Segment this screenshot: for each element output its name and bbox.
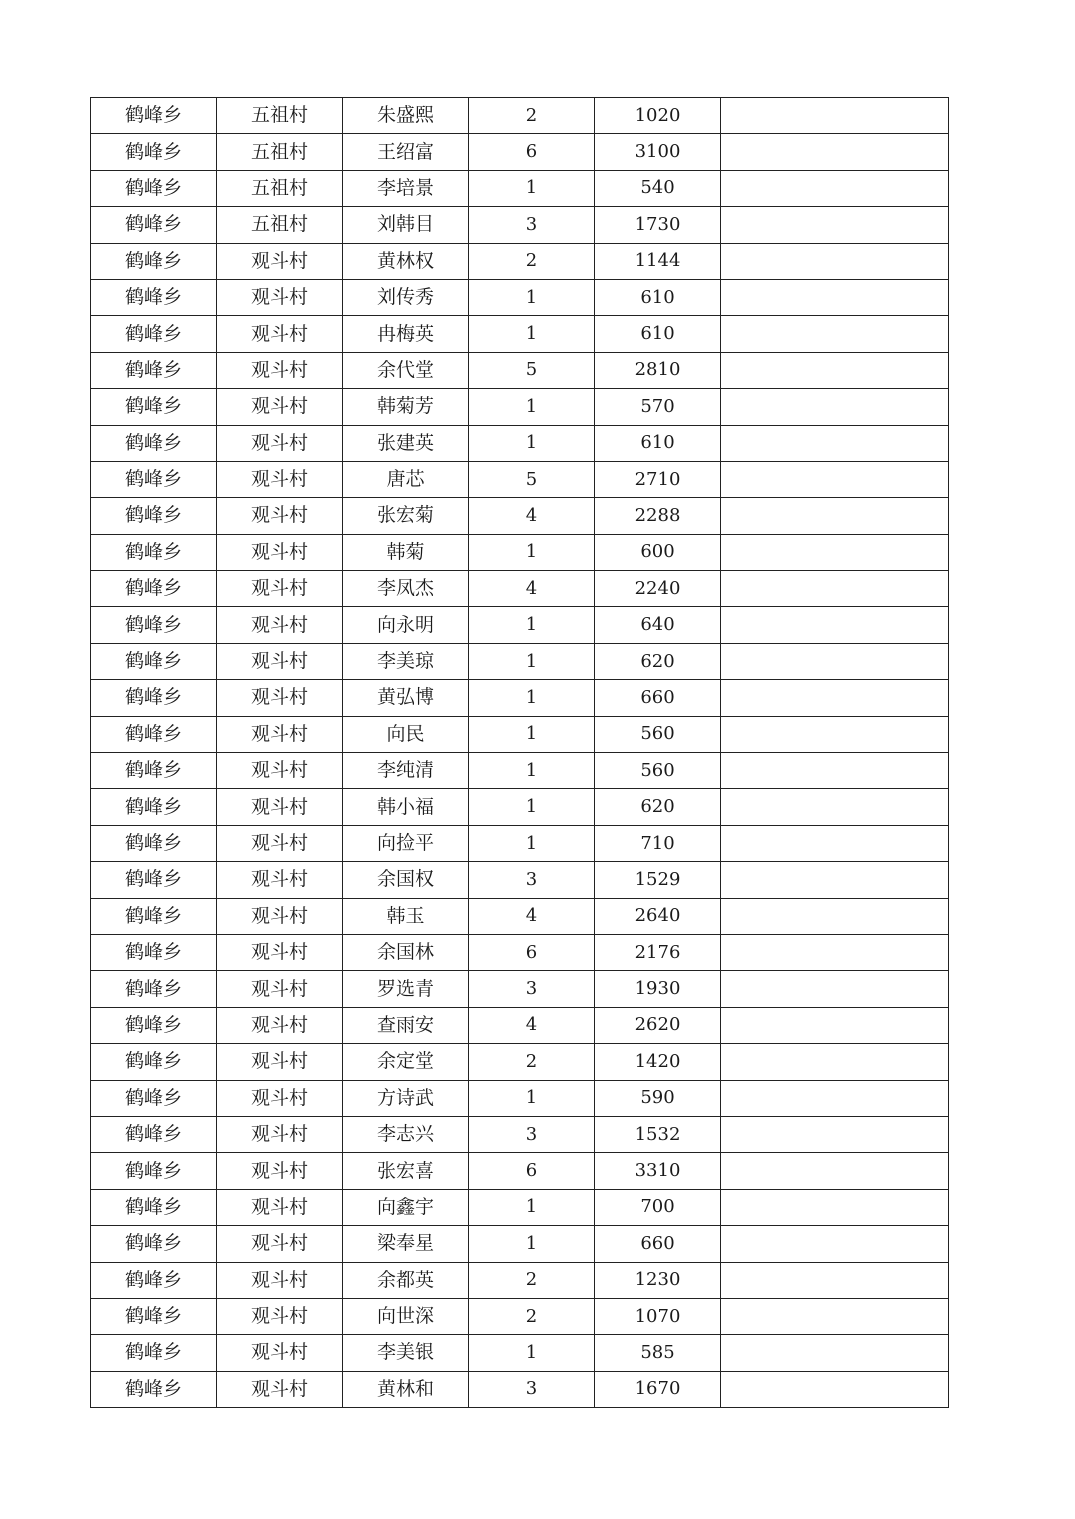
cell-name: 韩菊芳	[343, 389, 469, 425]
cell-township: 鹤峰乡	[91, 352, 217, 388]
cell-note	[721, 898, 949, 934]
cell-count: 3	[469, 1371, 595, 1407]
cell-village: 观斗村	[217, 934, 343, 970]
cell-count: 1	[469, 1226, 595, 1262]
table-row	[91, 98, 949, 134]
table-row	[91, 934, 949, 970]
cell-amount: 2288	[595, 498, 721, 534]
cell-count: 1	[469, 716, 595, 752]
table-row	[91, 207, 949, 243]
cell-note	[721, 1116, 949, 1152]
cell-note	[721, 534, 949, 570]
cell-township: 鹤峰乡	[91, 1153, 217, 1189]
cell-name: 余定堂	[343, 1044, 469, 1080]
cell-village: 观斗村	[217, 279, 343, 315]
table-row	[91, 1189, 949, 1225]
cell-name: 王绍富	[343, 134, 469, 170]
cell-count: 1	[469, 753, 595, 789]
cell-township: 鹤峰乡	[91, 207, 217, 243]
cell-amount: 2240	[595, 571, 721, 607]
table-row	[91, 352, 949, 388]
cell-note	[721, 1044, 949, 1080]
cell-township: 鹤峰乡	[91, 1262, 217, 1298]
cell-name: 朱盛熙	[343, 98, 469, 134]
cell-township: 鹤峰乡	[91, 243, 217, 279]
cell-name: 刘传秀	[343, 279, 469, 315]
cell-village: 五祖村	[217, 207, 343, 243]
cell-count: 1	[469, 170, 595, 206]
cell-name: 向民	[343, 716, 469, 752]
cell-name: 向鑫宇	[343, 1189, 469, 1225]
cell-township: 鹤峰乡	[91, 170, 217, 206]
cell-note	[721, 352, 949, 388]
cell-village: 观斗村	[217, 1153, 343, 1189]
cell-village: 观斗村	[217, 1116, 343, 1152]
cell-township: 鹤峰乡	[91, 716, 217, 752]
cell-township: 鹤峰乡	[91, 643, 217, 679]
cell-village: 观斗村	[217, 316, 343, 352]
cell-note	[721, 571, 949, 607]
table-row	[91, 898, 949, 934]
table-row	[91, 1298, 949, 1334]
table-row	[91, 680, 949, 716]
cell-name: 韩菊	[343, 534, 469, 570]
cell-township: 鹤峰乡	[91, 1007, 217, 1043]
cell-amount: 1730	[595, 207, 721, 243]
cell-name: 张建英	[343, 425, 469, 461]
table-row	[91, 607, 949, 643]
cell-amount: 2620	[595, 1007, 721, 1043]
cell-village: 观斗村	[217, 1335, 343, 1371]
cell-village: 观斗村	[217, 862, 343, 898]
table-row	[91, 1371, 949, 1407]
table-body	[91, 98, 949, 1408]
cell-amount: 2640	[595, 898, 721, 934]
cell-name: 查雨安	[343, 1007, 469, 1043]
cell-note	[721, 971, 949, 1007]
cell-note	[721, 1298, 949, 1334]
cell-amount: 1144	[595, 243, 721, 279]
cell-amount: 660	[595, 1226, 721, 1262]
cell-amount: 1230	[595, 1262, 721, 1298]
cell-count: 3	[469, 971, 595, 1007]
cell-name: 黄林权	[343, 243, 469, 279]
cell-village: 五祖村	[217, 98, 343, 134]
cell-village: 观斗村	[217, 898, 343, 934]
cell-amount: 640	[595, 607, 721, 643]
cell-count: 6	[469, 1153, 595, 1189]
cell-note	[721, 789, 949, 825]
cell-name: 李凤杰	[343, 571, 469, 607]
cell-count: 1	[469, 279, 595, 315]
table-row	[91, 461, 949, 497]
table-row	[91, 789, 949, 825]
cell-township: 鹤峰乡	[91, 461, 217, 497]
cell-amount: 2176	[595, 934, 721, 970]
cell-township: 鹤峰乡	[91, 1044, 217, 1080]
table-row	[91, 825, 949, 861]
table-row	[91, 716, 949, 752]
cell-village: 观斗村	[217, 389, 343, 425]
cell-amount: 3310	[595, 1153, 721, 1189]
table-row	[91, 134, 949, 170]
cell-village: 观斗村	[217, 1080, 343, 1116]
cell-township: 鹤峰乡	[91, 789, 217, 825]
cell-count: 1	[469, 789, 595, 825]
cell-township: 鹤峰乡	[91, 825, 217, 861]
cell-village: 观斗村	[217, 680, 343, 716]
cell-note	[721, 425, 949, 461]
cell-township: 鹤峰乡	[91, 571, 217, 607]
household-table	[90, 97, 949, 1408]
cell-count: 2	[469, 243, 595, 279]
cell-township: 鹤峰乡	[91, 98, 217, 134]
cell-name: 唐芯	[343, 461, 469, 497]
cell-township: 鹤峰乡	[91, 134, 217, 170]
cell-village: 观斗村	[217, 352, 343, 388]
cell-amount: 2810	[595, 352, 721, 388]
cell-township: 鹤峰乡	[91, 934, 217, 970]
cell-amount: 710	[595, 825, 721, 861]
cell-name: 余国权	[343, 862, 469, 898]
cell-township: 鹤峰乡	[91, 898, 217, 934]
cell-township: 鹤峰乡	[91, 534, 217, 570]
cell-amount: 2710	[595, 461, 721, 497]
cell-count: 1	[469, 1189, 595, 1225]
cell-note	[721, 1189, 949, 1225]
cell-count: 1	[469, 643, 595, 679]
cell-name: 韩玉	[343, 898, 469, 934]
cell-amount: 3100	[595, 134, 721, 170]
cell-count: 1	[469, 534, 595, 570]
cell-count: 4	[469, 1007, 595, 1043]
cell-count: 1	[469, 607, 595, 643]
cell-village: 观斗村	[217, 1044, 343, 1080]
cell-name: 向捡平	[343, 825, 469, 861]
table-row	[91, 389, 949, 425]
table-row	[91, 862, 949, 898]
cell-note	[721, 1335, 949, 1371]
cell-count: 3	[469, 207, 595, 243]
cell-amount: 1020	[595, 98, 721, 134]
cell-village: 观斗村	[217, 1007, 343, 1043]
cell-amount: 540	[595, 170, 721, 206]
cell-count: 1	[469, 825, 595, 861]
cell-township: 鹤峰乡	[91, 1226, 217, 1262]
cell-township: 鹤峰乡	[91, 753, 217, 789]
cell-township: 鹤峰乡	[91, 1116, 217, 1152]
cell-count: 2	[469, 1262, 595, 1298]
cell-village: 观斗村	[217, 643, 343, 679]
cell-note	[721, 862, 949, 898]
cell-township: 鹤峰乡	[91, 1298, 217, 1334]
cell-amount: 700	[595, 1189, 721, 1225]
cell-name: 李美琼	[343, 643, 469, 679]
cell-name: 方诗武	[343, 1080, 469, 1116]
cell-note	[721, 170, 949, 206]
cell-township: 鹤峰乡	[91, 1371, 217, 1407]
cell-village: 观斗村	[217, 1371, 343, 1407]
cell-count: 1	[469, 425, 595, 461]
table-row	[91, 1080, 949, 1116]
cell-village: 观斗村	[217, 789, 343, 825]
cell-amount: 610	[595, 279, 721, 315]
cell-count: 4	[469, 498, 595, 534]
cell-count: 2	[469, 1044, 595, 1080]
cell-amount: 1532	[595, 1116, 721, 1152]
cell-note	[721, 243, 949, 279]
cell-note	[721, 825, 949, 861]
cell-note	[721, 98, 949, 134]
cell-village: 观斗村	[217, 716, 343, 752]
cell-amount: 590	[595, 1080, 721, 1116]
table-row	[91, 316, 949, 352]
cell-name: 张宏菊	[343, 498, 469, 534]
cell-count: 4	[469, 571, 595, 607]
cell-village: 观斗村	[217, 1226, 343, 1262]
table-row	[91, 643, 949, 679]
cell-amount: 560	[595, 753, 721, 789]
cell-amount: 600	[595, 534, 721, 570]
cell-note	[721, 1080, 949, 1116]
cell-count: 5	[469, 461, 595, 497]
cell-note	[721, 934, 949, 970]
cell-count: 1	[469, 389, 595, 425]
cell-count: 2	[469, 98, 595, 134]
cell-count: 4	[469, 898, 595, 934]
cell-township: 鹤峰乡	[91, 316, 217, 352]
cell-count: 1	[469, 1335, 595, 1371]
cell-amount: 585	[595, 1335, 721, 1371]
table-row	[91, 425, 949, 461]
cell-amount: 1070	[595, 1298, 721, 1334]
table-row	[91, 1007, 949, 1043]
cell-note	[721, 461, 949, 497]
cell-name: 罗选青	[343, 971, 469, 1007]
cell-name: 张宏喜	[343, 1153, 469, 1189]
cell-note	[721, 607, 949, 643]
cell-note	[721, 680, 949, 716]
cell-village: 观斗村	[217, 1262, 343, 1298]
cell-amount: 620	[595, 789, 721, 825]
cell-township: 鹤峰乡	[91, 1189, 217, 1225]
table-row	[91, 1335, 949, 1371]
cell-amount: 1670	[595, 1371, 721, 1407]
cell-note	[721, 1153, 949, 1189]
cell-village: 五祖村	[217, 170, 343, 206]
cell-village: 观斗村	[217, 243, 343, 279]
table-row	[91, 534, 949, 570]
cell-amount: 660	[595, 680, 721, 716]
cell-township: 鹤峰乡	[91, 1080, 217, 1116]
cell-village: 观斗村	[217, 1298, 343, 1334]
table-row	[91, 1226, 949, 1262]
cell-note	[721, 316, 949, 352]
cell-name: 李志兴	[343, 1116, 469, 1152]
cell-amount: 1529	[595, 862, 721, 898]
cell-township: 鹤峰乡	[91, 971, 217, 1007]
cell-name: 李纯清	[343, 753, 469, 789]
cell-note	[721, 1226, 949, 1262]
cell-note	[721, 279, 949, 315]
cell-note	[721, 1371, 949, 1407]
cell-village: 观斗村	[217, 971, 343, 1007]
cell-village: 观斗村	[217, 498, 343, 534]
cell-note	[721, 753, 949, 789]
cell-note	[721, 1262, 949, 1298]
table-row	[91, 170, 949, 206]
cell-count: 3	[469, 1116, 595, 1152]
cell-name: 向世深	[343, 1298, 469, 1334]
cell-name: 李培景	[343, 170, 469, 206]
cell-township: 鹤峰乡	[91, 498, 217, 534]
cell-village: 观斗村	[217, 753, 343, 789]
cell-count: 5	[469, 352, 595, 388]
cell-amount: 610	[595, 425, 721, 461]
cell-name: 刘韩目	[343, 207, 469, 243]
cell-note	[721, 134, 949, 170]
cell-name: 余都英	[343, 1262, 469, 1298]
cell-note	[721, 498, 949, 534]
cell-village: 观斗村	[217, 607, 343, 643]
cell-village: 五祖村	[217, 134, 343, 170]
cell-count: 1	[469, 680, 595, 716]
cell-name: 向永明	[343, 607, 469, 643]
cell-note	[721, 389, 949, 425]
cell-name: 冉梅英	[343, 316, 469, 352]
cell-note	[721, 1007, 949, 1043]
cell-name: 黄弘博	[343, 680, 469, 716]
table-row	[91, 753, 949, 789]
cell-township: 鹤峰乡	[91, 425, 217, 461]
cell-township: 鹤峰乡	[91, 1335, 217, 1371]
table-row	[91, 243, 949, 279]
cell-name: 韩小福	[343, 789, 469, 825]
cell-count: 1	[469, 316, 595, 352]
table-row	[91, 971, 949, 1007]
cell-amount: 620	[595, 643, 721, 679]
cell-village: 观斗村	[217, 1189, 343, 1225]
cell-count: 6	[469, 134, 595, 170]
cell-name: 梁奉星	[343, 1226, 469, 1262]
cell-name: 余国林	[343, 934, 469, 970]
cell-name: 李美银	[343, 1335, 469, 1371]
cell-name: 黄林和	[343, 1371, 469, 1407]
cell-township: 鹤峰乡	[91, 279, 217, 315]
cell-amount: 1420	[595, 1044, 721, 1080]
cell-note	[721, 643, 949, 679]
cell-township: 鹤峰乡	[91, 680, 217, 716]
cell-village: 观斗村	[217, 571, 343, 607]
cell-name: 余代堂	[343, 352, 469, 388]
table-row	[91, 498, 949, 534]
table-row	[91, 1116, 949, 1152]
cell-village: 观斗村	[217, 825, 343, 861]
cell-amount: 1930	[595, 971, 721, 1007]
cell-note	[721, 716, 949, 752]
cell-count: 6	[469, 934, 595, 970]
cell-amount: 570	[595, 389, 721, 425]
cell-township: 鹤峰乡	[91, 862, 217, 898]
cell-village: 观斗村	[217, 461, 343, 497]
table-row	[91, 1262, 949, 1298]
cell-count: 1	[469, 1080, 595, 1116]
table-row	[91, 1153, 949, 1189]
cell-village: 观斗村	[217, 425, 343, 461]
table-row	[91, 279, 949, 315]
cell-amount: 610	[595, 316, 721, 352]
cell-township: 鹤峰乡	[91, 389, 217, 425]
cell-note	[721, 207, 949, 243]
cell-amount: 560	[595, 716, 721, 752]
cell-count: 3	[469, 862, 595, 898]
cell-township: 鹤峰乡	[91, 607, 217, 643]
table-row	[91, 571, 949, 607]
cell-count: 2	[469, 1298, 595, 1334]
table-row	[91, 1044, 949, 1080]
cell-village: 观斗村	[217, 534, 343, 570]
